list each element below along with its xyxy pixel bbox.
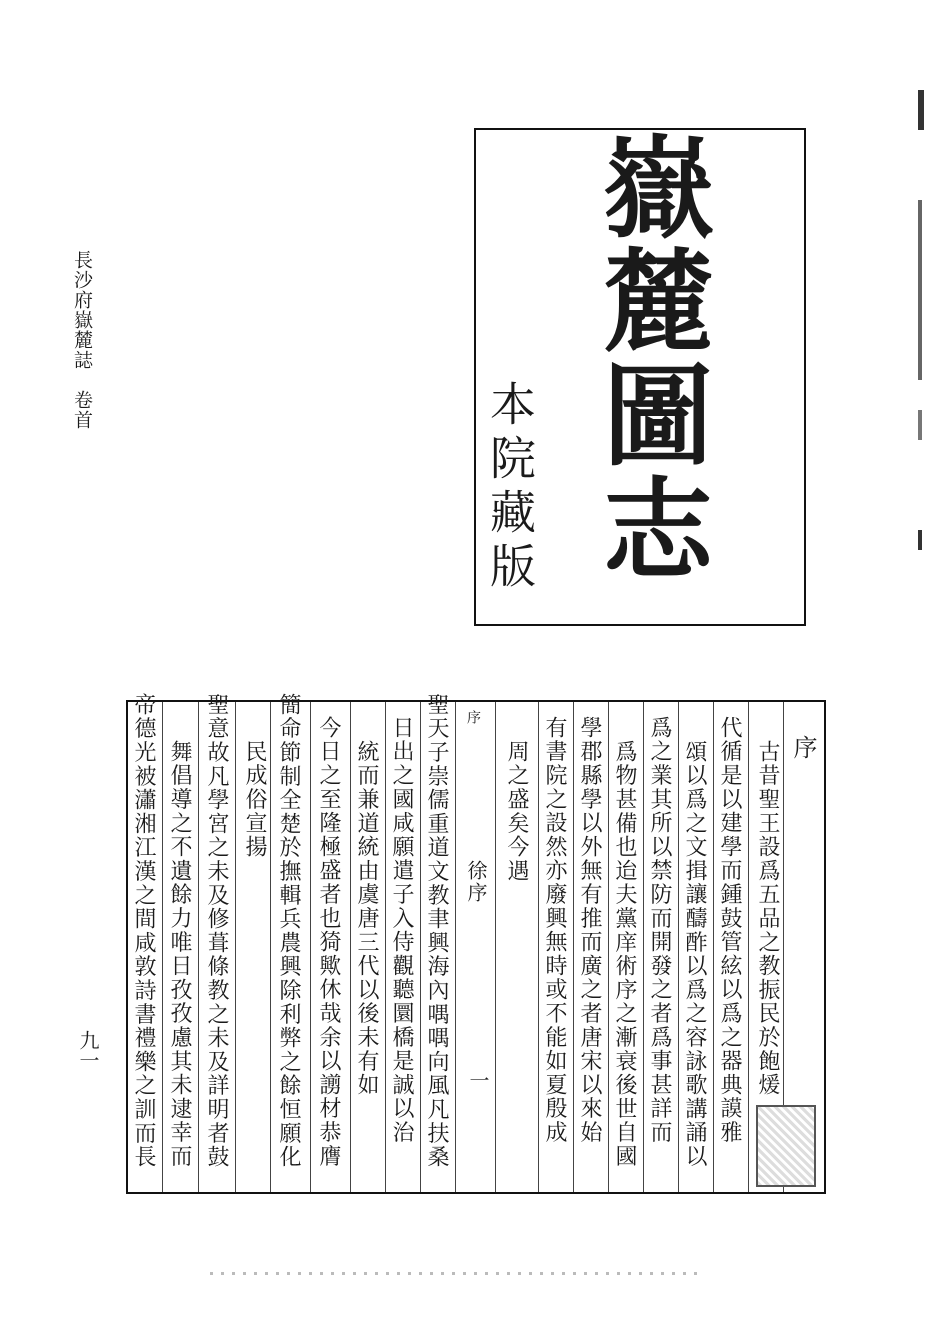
section-heading: 序: [789, 735, 817, 759]
column-rule: [713, 702, 714, 1192]
text-column: 爲物甚備也迨夫黨庠術序之漸衰後世自國: [612, 740, 637, 1169]
fold-label: 序: [465, 710, 481, 726]
text-column: 周之盛矣今遇: [504, 740, 529, 883]
fold-leaf: 一: [466, 1070, 490, 1092]
column-rule: [385, 702, 386, 1192]
text-column: 帝德光被瀟湘江漢之間咸敦詩書禮樂之訓而長: [131, 693, 156, 1169]
text-column: 頌以爲之文揖讓醻酢以爲之容詠歌講誦以: [682, 740, 707, 1169]
fold-sub: 徐序: [464, 860, 488, 904]
column-rule: [310, 702, 311, 1192]
text-column: 有書院之設然亦廢興無時或不能如夏殷成: [542, 716, 567, 1145]
text-column: 聖意故凡學宮之未及修葺條教之未及詳明者鼓: [204, 693, 229, 1169]
text-column: 學郡縣學以外無有推而廣之者唐宋以來始: [577, 716, 602, 1145]
column-rule: [678, 702, 679, 1192]
edge-mark: [918, 530, 922, 550]
seal-stamp: [756, 1105, 816, 1187]
volume-title: 長沙府嶽麓誌 卷首: [71, 250, 93, 430]
page-number: 九一: [76, 1030, 100, 1070]
column-rule: [608, 702, 609, 1192]
column-rule: [573, 702, 574, 1192]
column-rule: [455, 702, 456, 1192]
column-rule: [235, 702, 236, 1192]
text-column: 爲之業其所以禁防而開發之者爲事甚詳而: [647, 716, 672, 1145]
text-column: 日出之國咸願遣子入侍觀聽圜橋是誠以治: [389, 716, 414, 1145]
edge-mark: [918, 410, 922, 440]
column-rule: [350, 702, 351, 1192]
text-column: 今日之至隆極盛者也猗歟休哉余以謭材恭膺: [316, 716, 341, 1169]
column-rule: [748, 702, 749, 1192]
column-rule: [270, 702, 271, 1192]
main-title: 嶽麓圖志: [585, 130, 714, 586]
column-rule: [198, 702, 199, 1192]
text-column: 代循是以建學而鍾鼓管絃以爲之器典謨雅: [717, 716, 742, 1145]
edge-mark: [918, 200, 922, 380]
column-rule: [420, 702, 421, 1192]
text-column: 民成俗宣揚: [242, 740, 267, 859]
text-column: 統而兼道統由虞唐三代以後未有如: [354, 740, 379, 1097]
edge-mark: [918, 90, 924, 130]
text-column: 舞倡導之不遺餘力唯日孜孜慮其未逮幸而: [167, 740, 192, 1169]
text-column: 簡命節制全楚於撫輯兵農興除利弊之餘恒願化: [276, 693, 301, 1169]
scan-artifact: [210, 1272, 700, 1275]
text-column: 聖天子崇儒重道文教聿興海內喁喁向風凡扶桑: [424, 693, 449, 1169]
column-rule: [643, 702, 644, 1192]
column-rule: [162, 702, 163, 1192]
column-rule: [538, 702, 539, 1192]
publisher-note: 本院藏版: [483, 380, 537, 596]
column-rule: [495, 702, 496, 1192]
text-column: 古昔聖王設爲五品之教振民於飽煖: [755, 740, 780, 1097]
